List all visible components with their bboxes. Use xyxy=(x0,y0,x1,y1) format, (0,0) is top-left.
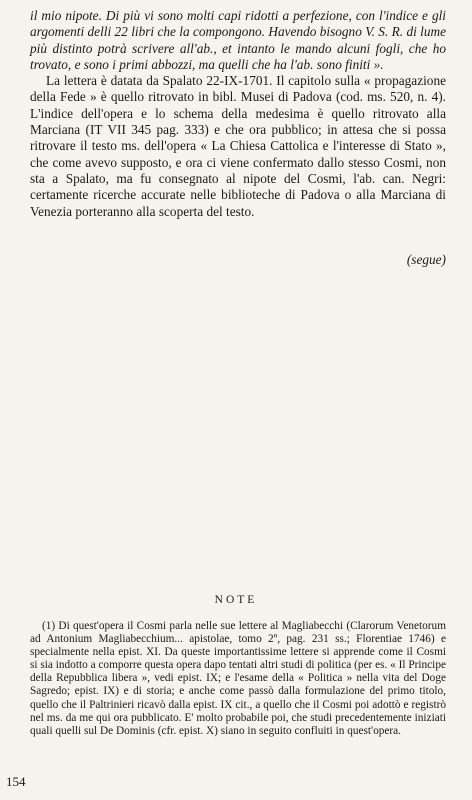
commentary-paragraph: La lettera è datata da Spalato 22-IX-1701. Il capitolo sulla « propagazione della Fede » è quello ritrovato in bibl. Musei di Padova (cod. ms. 520, n. 4). L'indice dell'opera e lo schema della medesima è quello ritrovato alla Marciana (IT VII 345 pag. 333) e che ora pubblico; in attesa che si possa ritrovare il testo ms. dell'opera « La Chiesa Cattolica e l'interesse di Stato », che come avevo supposto, e ora ci viene confermato dallo stesso Cosmi, non sta a Spalato, ma fu consegnato al nipote del Cosmi, l'ab. can. Negri: certamente ricerche accurate nelle biblioteche di Padova o alla Marciana di Venezia porteranno alla scoperta del testo. xyxy=(30,73,446,219)
footnote-block xyxy=(30,620,446,738)
main-text xyxy=(30,8,446,220)
notes-heading: NOTE xyxy=(214,594,258,606)
quoted-letter-paragraph: il mio nipote. Di più vi sono molti capi ridotti a perfezione, con l'indice e gli argomenti delli 22 libri che la compongono. Havendo bisogno V. S. R. di lume più distinto potrà scrivere all'ab., et intanto le mando alcuni fogli, che ho trovato, e sono i primi abbozzi, ma quelli che ha l'ab. sono finiti ». xyxy=(30,8,446,72)
page-number: 154 xyxy=(6,774,26,789)
footnote-1: (1) Di quest'opera il Cosmi parla nelle sue lettere al Magliabecchi (Clarorum Venetorum ad Antonium Magliabecchium... apistolae, tomo 2º, pag. 231 ss.; Florentiae 1746) e specialmente nella epist. XI. Da queste importantissime lettere si apprende come il Cosmi si sia indotto a comporre questa opera dapo tentati altri studi di politica (per es. « Il Principe della Repubblica libera », vedi epist. IX; e l'esame della « Politica » nella vita del Doge Sagredo; epist. IX) e di storia; e anche come passò dalla formulazione del primo titolo, quello che il Paltrinieri ricavò dalla epist. IX cit., a quello che il Cosmi poi adottò e registrò nel ms. da me qui ora pubblicato. E' molto probabile poi, che studi precedentemente iniziati quali quelli sul De Dominis (cfr. epist. X) siano in seguito confluiti in quest'opera. xyxy=(30,620,446,737)
continued-marker: (segue) xyxy=(406,252,446,267)
